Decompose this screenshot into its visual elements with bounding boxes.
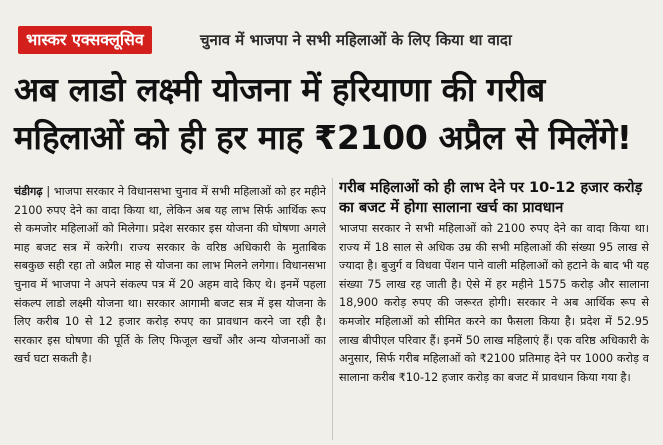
left-column-body: भाजपा सरकार ने विधानसभा चुनाव में सभी महिलाओं को हर महीने 2100 रुपए देने का वादा किया था, लेकिन अब यह लाभ सिर्फ आर्थिक रूप से कमजोर महिलाओं को मिलेगा। प्रदेश सरकार इस योजना की घोषणा अगले माह बजट सत्र में करेगी। राज्य सरकार के वरिष्ठ अधिकारी के मुताबिक सबकुछ सही रहा तो अप्रैल माह से योजना का लाभ मिलने लगेगा। विधानसभा चुनाव में भाजपा ने अपने संकल्प पत्र में 20 अहम वादे किए थे। इनमें पहला संकल्प लाडो लक्ष्मी योजना था। सरकार आगामी बजट सत्र में इस योजना के लिए करीब 10 से 12 हजार करोड़ रुपए का प्रावधान करने जा रही है। सरकार इस घोषणा की पूर्ति के लिए फिजूल खर्चों और अन्य योजनाओं का खर्च घटा सकती है। bbox=[14, 185, 326, 366]
exclusive-badge: भास्कर एक्सक्लूसिव bbox=[18, 26, 152, 54]
right-column-body: भाजपा सरकार ने सभी महिलाओं को 2100 रुपए देने का वादा किया था। राज्य में 18 साल से अधिक उम्र की सभी महिलाओं की संख्या 95 लाख से ज्यादा है। बुजुर्ग व विधवा पेंशन पाने वाली महिलाओं को हटाने के बाद भी यह संख्या 75 लाख रह जाती है। ऐसे में हर महीने 1575 करोड़ और सालाना 18,900 करोड़ रुपए की जरूरत होगी। सरकार ने अब आर्थिक रूप से कमजोर महिलाओं को सीमित करने का फैसला किया है। प्रदेश में 52.95 लाख बीपीएल परिवार हैं। इनमें 50 लाख महिलाएं हैं। एक वरिष्ठ अधिकारी के अनुसार, सिर्फ गरीब महिलाओं को ₹2100 प्रतिमाह देने पर 1000 करोड़ व सालाना करीब ₹10-12 हजार करोड़ का बजट में प्रावधान किया गया है। bbox=[339, 222, 649, 384]
separator: | bbox=[46, 185, 54, 198]
right-column-subhead: गरीब महिलाओं को ही लाभ देने पर 10-12 हजार करोड़ का बजट में होगा सालाना खर्च का प्रावधान bbox=[339, 180, 643, 216]
dateline: चंडीगढ़ bbox=[14, 185, 43, 198]
headline-line-2: महिलाओं को ही हर माह ₹2100 अप्रैल से मिलेंगे! bbox=[14, 118, 632, 157]
article-header bbox=[0, 0, 663, 72]
left-column bbox=[14, 183, 326, 438]
right-column bbox=[339, 178, 649, 440]
kicker-text: चुनाव में भाजपा ने सभी महिलाओं के लिए किया था वादा bbox=[200, 31, 512, 49]
column-divider bbox=[332, 178, 333, 440]
headline-line-1: अब लाडो लक्ष्मी योजना में हरियाणा की गरीब bbox=[14, 70, 545, 109]
